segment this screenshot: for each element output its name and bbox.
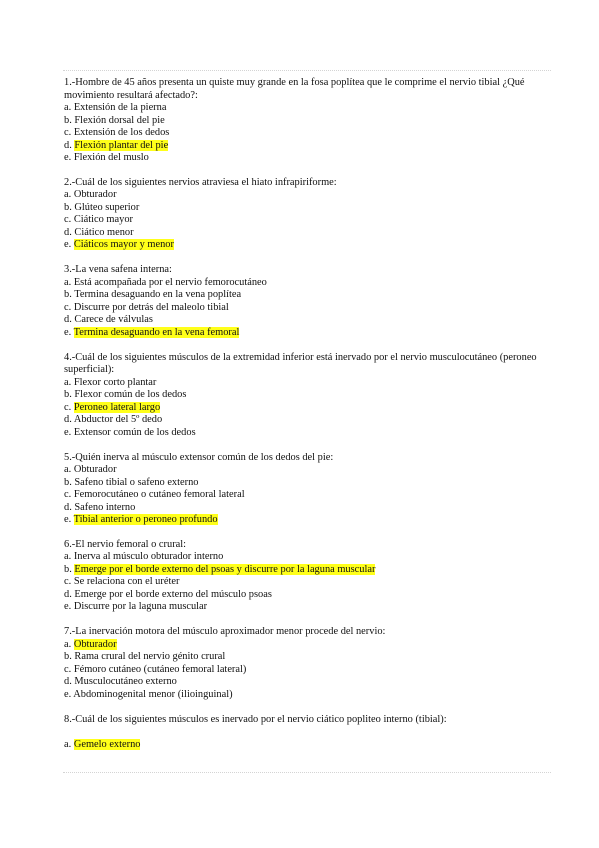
answer-option <box>64 239 544 252</box>
question-stem: 8.-Cuál de los siguientes músculos es inervado por el nervio ciático popliteo interno (tibial): <box>64 713 447 725</box>
option-text: Abdominogenital menor (ilioinguinal) <box>73 688 233 700</box>
question-stem: 7.-La inervación motora del músculo aproximador menor procede del nervio: <box>64 626 386 638</box>
option-letter: a. <box>64 276 72 288</box>
answer-option <box>64 302 544 315</box>
answer-option <box>64 140 544 153</box>
option-letter: d. <box>64 588 72 600</box>
page-top-divider <box>63 70 551 72</box>
answer-option <box>64 689 544 702</box>
option-text: Emerge por el borde externo del músculo psoas <box>74 588 272 600</box>
option-letter: b. <box>64 651 72 663</box>
highlighted-answer-text: Peroneo lateral largo <box>73 401 161 413</box>
option-letter: a. <box>64 638 72 650</box>
answer-option <box>64 551 544 564</box>
answer-option <box>64 202 544 215</box>
option-letter: e. <box>64 688 72 700</box>
option-text: Inerva al músculo obturador interno <box>73 551 224 563</box>
answer-option <box>64 314 544 327</box>
option-letter: a. <box>64 738 72 750</box>
answer-option <box>64 477 544 490</box>
answer-option <box>64 402 544 415</box>
highlighted-answer-text: Flexión plantar del pie <box>74 139 169 151</box>
question-block <box>64 626 544 701</box>
option-text: Femorocutáneo o cutáneo femoral lateral <box>73 489 245 501</box>
option-letter: b. <box>64 476 72 488</box>
answer-option <box>64 414 544 427</box>
option-text: Extensión de los dedos <box>73 127 170 138</box>
option-letter: d. <box>64 414 72 426</box>
question-stem: 3.-La vena safena interna: <box>64 264 172 276</box>
option-text: Obturador <box>73 464 117 476</box>
option-letter: a. <box>64 102 72 113</box>
option-letter: e. <box>64 601 72 613</box>
option-letter: c. <box>64 663 72 675</box>
question-stem: 4.-Cuál de los siguientes músculos de la extremidad inferior está inervado por el nervio musculocutáneo (peroneo superficial): <box>64 351 537 376</box>
option-letter: b. <box>64 114 72 126</box>
option-text: Abductor del 5º dedo <box>73 414 163 426</box>
option-letter: c. <box>64 214 72 226</box>
answer-option <box>64 389 544 402</box>
answer-option <box>64 639 544 652</box>
option-text: Flexor común de los dedos <box>74 389 187 401</box>
answer-option <box>64 327 544 340</box>
option-text: Termina desaguando en la vena poplítea <box>74 289 242 301</box>
answer-option <box>64 502 544 515</box>
option-text: Se relaciona con el uréter <box>73 576 180 588</box>
option-letter: d. <box>64 676 72 688</box>
answer-option <box>64 427 544 440</box>
question-stem: 1.-Hombre de 45 años presenta un quiste muy grande en la fosa poplítea que le comprime el nervio tibial ¿Qué movimiento resultará afectado?: <box>64 77 525 101</box>
option-text: Flexión del muslo <box>73 152 149 163</box>
option-text: Flexión dorsal del pie <box>74 114 165 126</box>
answer-option <box>64 289 544 302</box>
question-stem: 2.-Cuál de los siguientes nervios atraviesa el hiato infrapiriforme: <box>64 176 337 188</box>
question-block <box>64 177 544 252</box>
option-text: Safeno tibial o safeno externo <box>74 476 199 488</box>
highlighted-answer-text: Obturador <box>73 638 117 650</box>
answer-option <box>64 489 544 502</box>
option-text: Glúteo superior <box>74 201 140 213</box>
answer-option <box>64 377 544 390</box>
highlighted-answer-text: Emerge por el borde externo del psoas y discurre por la laguna muscular <box>74 563 376 575</box>
option-letter: c. <box>64 489 72 501</box>
option-text: Musculocutáneo externo <box>74 676 177 688</box>
highlighted-answer-text: Termina desaguando en la vena femoral <box>73 326 240 338</box>
answer-option <box>64 576 544 589</box>
option-letter: d. <box>64 139 72 151</box>
answer-option <box>64 152 544 165</box>
option-letter: c. <box>64 401 72 413</box>
option-letter: b. <box>64 563 72 575</box>
question-block <box>64 77 544 165</box>
highlighted-answer-text: Ciáticos mayor y menor <box>73 239 174 251</box>
blank-line <box>64 726 544 739</box>
question-list <box>64 77 544 764</box>
answer-option <box>64 277 544 290</box>
option-letter: c. <box>64 576 72 588</box>
answer-option <box>64 601 544 614</box>
option-letter: e. <box>64 152 72 163</box>
answer-option <box>64 564 544 577</box>
option-letter: e. <box>64 426 72 438</box>
question-block <box>64 539 544 614</box>
option-text: Discurre por detrás del maleolo tibial <box>73 301 229 313</box>
answer-option <box>64 127 544 140</box>
option-letter: a. <box>64 189 72 201</box>
option-letter: c. <box>64 127 72 138</box>
answer-option <box>64 214 544 227</box>
option-letter: d. <box>64 314 72 326</box>
option-letter: e. <box>64 514 72 526</box>
question-block <box>64 714 544 752</box>
option-letter: b. <box>64 201 72 213</box>
answer-option <box>64 514 544 527</box>
answer-option <box>64 102 544 115</box>
page-bottom-divider <box>63 772 551 774</box>
answer-option <box>64 676 544 689</box>
answer-option <box>64 227 544 240</box>
question-stem: 6.-El nervio femoral o crural: <box>64 538 187 550</box>
highlighted-answer-text: Gemelo externo <box>73 738 141 750</box>
option-letter: e. <box>64 239 72 251</box>
highlighted-answer-text: Tibial anterior o peroneo profundo <box>73 514 218 526</box>
question-stem: 5.-Quién inerva al músculo extensor común de los dedos del pie: <box>64 451 334 463</box>
option-text: Rama crural del nervio génito crural <box>74 651 226 663</box>
answer-option <box>64 115 544 128</box>
option-text: Extensor común de los dedos <box>73 426 196 438</box>
option-letter: d. <box>64 501 72 513</box>
option-letter: d. <box>64 226 72 238</box>
question-block <box>64 264 544 339</box>
answer-option <box>64 651 544 664</box>
option-letter: a. <box>64 376 72 388</box>
option-text: Ciático mayor <box>73 214 133 226</box>
option-text: Discurre por la laguna muscular <box>73 601 208 613</box>
question-block <box>64 452 544 527</box>
option-letter: a. <box>64 551 72 563</box>
answer-option <box>64 664 544 677</box>
option-text: Extensión de la pierna <box>73 102 167 113</box>
answer-option <box>64 189 544 202</box>
answer-option <box>64 464 544 477</box>
option-text: Flexor corto plantar <box>73 376 157 388</box>
option-text: Fémoro cutáneo (cutáneo femoral lateral) <box>73 663 247 675</box>
answer-option <box>64 739 544 752</box>
option-letter: a. <box>64 464 72 476</box>
option-text: Safeno interno <box>74 501 136 513</box>
option-letter: c. <box>64 301 72 313</box>
option-text: Carece de válvulas <box>74 314 153 326</box>
answer-option <box>64 589 544 602</box>
option-text: Está acompañada por el nervio femorocutáneo <box>73 276 267 288</box>
option-letter: b. <box>64 289 72 301</box>
option-text: Ciático menor <box>74 226 134 238</box>
option-letter: b. <box>64 389 72 401</box>
question-block <box>64 352 544 440</box>
option-letter: e. <box>64 326 72 338</box>
option-text: Obturador <box>73 189 117 201</box>
